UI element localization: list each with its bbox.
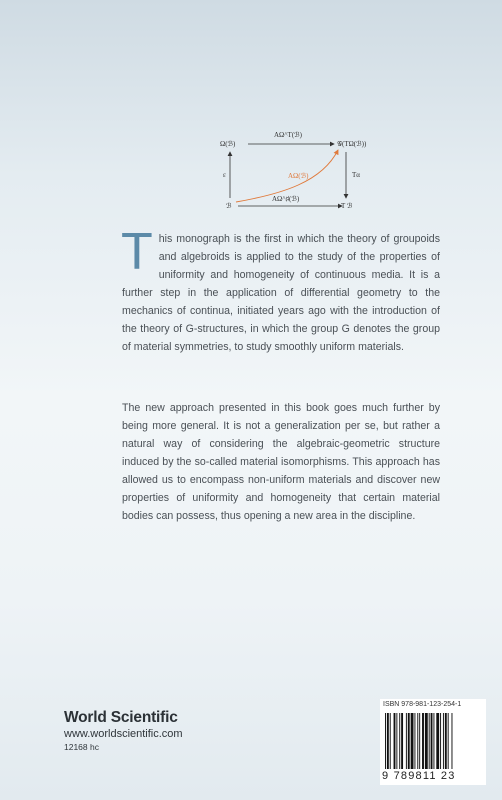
barcode-bar xyxy=(414,713,415,769)
barcode-bar xyxy=(429,713,430,769)
barcode-bar xyxy=(408,713,410,769)
barcode-bar xyxy=(440,713,441,769)
barcode-bar xyxy=(445,713,447,769)
barcode-bar xyxy=(411,713,414,769)
left-arrow-label: ε xyxy=(223,171,226,179)
barcode-bar xyxy=(431,713,433,769)
barcode-bar xyxy=(406,713,407,769)
barcode-bar xyxy=(417,713,418,769)
bottom-arrow-label: AΩ^♯(ℬ) xyxy=(272,195,300,203)
drop-cap: T xyxy=(121,223,153,281)
barcode-bar xyxy=(452,713,453,769)
barcode-bar xyxy=(390,713,391,769)
top-arrow-label: AΩ^T(ℬ) xyxy=(274,131,302,139)
publisher-url: www.worldscientific.com xyxy=(64,728,183,740)
diagram-arrows xyxy=(222,128,402,214)
barcode-bar xyxy=(425,713,428,769)
barcode-bar xyxy=(387,713,389,769)
barcode-bar xyxy=(422,713,424,769)
curve-label: AΩ(ℬ) xyxy=(288,172,309,180)
barcode-number: 9 789811 23 xyxy=(382,770,456,782)
barcode-bars xyxy=(383,713,483,769)
barcode-bar xyxy=(396,713,397,769)
blurb-paragraph-1 xyxy=(121,223,440,356)
barcode-bar xyxy=(394,713,396,769)
right-arrow-label: Tα xyxy=(352,171,360,179)
node-top-left: Ω(ℬ) xyxy=(220,140,236,148)
barcode-bar xyxy=(448,713,449,769)
barcode-bar xyxy=(401,713,403,769)
isbn-barcode xyxy=(380,699,486,785)
node-top-right: 𝒢(TΩ(ℬ)) xyxy=(337,140,367,148)
publisher-name: World Scientific xyxy=(64,709,178,726)
barcode-bar xyxy=(443,713,444,769)
barcode-bar xyxy=(433,713,434,769)
barcode-bar xyxy=(436,713,439,769)
commutative-diagram xyxy=(222,128,402,214)
barcode-bar xyxy=(385,713,386,769)
paragraph-1-text: his monograph is the first in which the theory of groupoids and algebroids is applied to the study of the properties of uniformity and homogeneity of continuous media. It is a further step in the application of differential geometry to the mechanics of continua, initiated years ago with the introduction of the theory of G-structures, in which the group G denotes the group of material symmetries, to study smoothly uniform materials. xyxy=(122,233,440,353)
publisher-block xyxy=(64,709,183,753)
barcode-bar xyxy=(419,713,420,769)
node-bottom-left: ℬ xyxy=(226,202,232,210)
node-bottom-right: T ℬ xyxy=(341,202,353,210)
barcode-bar xyxy=(399,713,400,769)
blurb-paragraph-2: The new approach presented in this book goes much further by being more general. It is not a generalization per se, but rather a natural way of considering the algebraic-geometric structure induced by the so-called material isomorphisms. This approach has allowed us to encompass non-uniform materials and discover new properties of uniformity and homogeneity that certain material bodies can possess, thus opening a new area in the discipline. xyxy=(122,402,440,522)
product-code: 12168 hc xyxy=(64,742,99,752)
isbn-text: ISBN 978-981-123-254-1 xyxy=(383,701,462,708)
